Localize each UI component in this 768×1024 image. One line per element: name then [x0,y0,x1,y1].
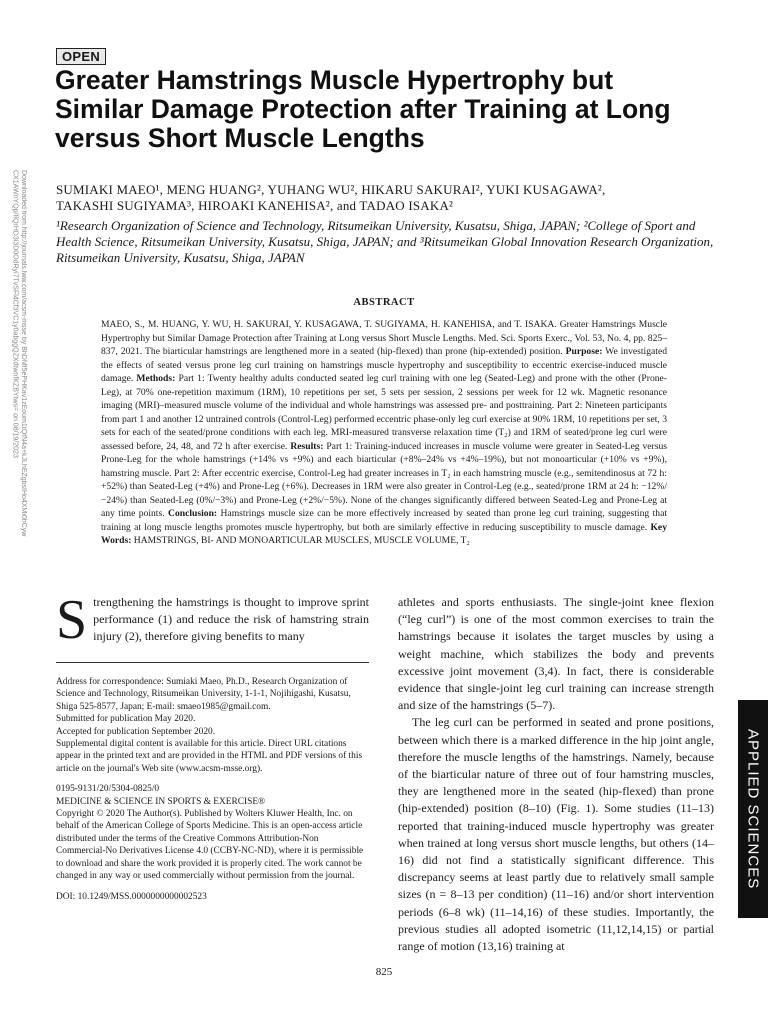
abstract-citation: MAEO, S., M. HUANG, Y. WU, H. SAKURAI, Y. KUSAGAWA, T. SUGIYAMA, H. KANEHISA, and T. ISAKA. Greater Hamstrings Muscle Hypertrophy but Similar Damage Protection after Training at Long versus Short Muscle Lengths. Med. Sci. Sports Exerc., Vol. 53, No. 4, pp. 825–837, 2021. The biarticular hamstrings are lengthened more in a seated (hip-flexed) than prone (hip-extended) position. [101,319,667,357]
purpose-label: Purpose: [565,346,603,357]
page-number: 825 [375,966,393,978]
intro-left-column [56,589,369,651]
author-list [56,182,716,214]
drop-cap: S [56,589,88,651]
author-line-1: SUMIAKI MAEO¹, MENG HUANG², YUHANG WU², HIKARU SAKURAI², YUKI KUSAGAWA², [56,182,606,197]
footnote-divider [56,662,369,663]
article-title: Greater Hamstrings Muscle Hypertrophy but Similar Damage Protection after Training at Long versus Short Muscle Lengths [55,65,671,153]
affiliations: ¹Research Organization of Science and Technology, Ritsumeikan University, Kusatsu, Shiga, JAPAN; ²College of Sport and Health Science, Ritsumeikan University, Kusatsu, Shiga, JAPAN; and ³Ritsumeikan Global Innovation Research Organization, Ritsumeikan University, Kusatsu, Shiga, JAPAN [56,218,714,265]
results-text: Part 1: Training-induced increases in muscle volume were greater in Seated-Leg versus Prone-Leg for the whole hamstrings (+14% vs +9%) and each biarticular (+8%–24% vs +4%–19%), but not monoarticular (+10% vs +9%), hamstring muscle. Part 2: After eccentric exercise, Control-Leg had greater increases in T₂ in each hamstring muscle (e.g., semitendinosus at 72 h: +52%) than Seated-Leg (+4%) and Prone-Leg (+6%). Decreases in 1RM were also greater in Control-Leg (e.g., seated/prone 1RM at 24 h: −12%/−24%) than Seated-Leg (0%/−3%) and Prone-Leg (+2%/−5%). None of the changes significantly differed between Seated-Leg and Prone-Leg at any time points. [101,440,668,519]
doi-text: DOI: 10.1249/MSS.0000000000002523 [56,891,207,902]
intro-right-column [398,594,714,955]
journal-name: MEDICINE & SCIENCE IN SPORTS & EXERCISE® [56,796,266,807]
submitted-date: Submitted for publication May 2020. [56,714,196,725]
purpose-text: We investigated the effects of seated versus prone leg curl training on hamstrings muscle hypertrophy and susceptibility to eccentric exercise-induced muscle damage. [101,346,667,384]
copyright-notice: Copyright © 2020 The Author(s). Published by Wolters Kluwer Health, Inc. on behalf of the American College of Sports Medicine. This is an open-access article distributed under the terms of the Creative Commons Attribution-Non Commercial-No Derivatives License 4.0 (CCBY-NC-ND), where it is permissible to download and share the work provided it is properly cited. The work cannot be changed in any way or used commercially without permission from the journal. [56,809,364,882]
abstract-heading: ABSTRACT [353,297,415,308]
conclusion-text: Hamstrings muscle size can be more effectively increased by seated than prone leg curl training, suggesting that training at long muscle lengths promotes muscle hypertrophy, but both are similarly effective in reducing susceptibility to muscle damage. [101,508,667,533]
correspondence-address: Address for correspondence: Sumiaki Maeo, Ph.D., Research Organization of Science and Technology, Ritsumeikan University, 1-1-1, Nojihigashi, Kusatsu, Shiga 525-8577, Japan; E-mail: smaeo1985@gmail.com. [56,677,351,712]
article-footnote [56,676,369,903]
conclusion-label: Conclusion: [168,508,218,519]
intro-paragraph-2: The leg curl can be performed in seated and prone positions, between which there is a marked difference in the hip joint angle, therefore the muscle lengths of the hamstrings. Namely, because of the biarticular nature of three out of four hamstring muscles, they are lengthened more in the seated (hip-flexed) than prone (hip-extended) position (8–10) (Fig. 1). Some studies (11–13) reported that training-induced muscle hypertrophy was greater when trained at long versus short muscle lengths, but others (14–16) did not find a statistically significant difference. This discrepancy seems at least partly due to relatively small sample sizes (n = 8–13 per condition) (11–16) and/or short intervention periods (6–8 wk) (11–14,16) of these studies. Importantly, the previous studies all adopted isometric (11,12,14,15) or partial range of motion (13,16) training at [398,715,714,954]
issn-code: 0195-9131/20/5304-0825/0 [56,784,160,795]
abstract-body [101,318,667,548]
section-tab [738,700,768,918]
keywords-text: HAMSTRINGS, BI- AND MONOARTICULAR MUSCLES, MUSCLE VOLUME, T₂ [133,535,470,546]
supplemental-note: Supplemental digital content is available for this article. Direct URL citations appear in the printed text and are provided in the HTML and PDF versions of this article on the journal's Web site (www.acsm-msse.org). [56,739,363,774]
open-access-badge: OPEN [56,48,106,65]
accepted-date: Accepted for publication September 2020. [56,726,216,737]
results-label: Results: [290,440,324,452]
section-tab-label: APPLIED SCIENCES [744,728,762,890]
methods-label: Methods: [136,373,176,384]
author-line-2: TAKASHI SUGIYAMA³, HIROAKI KANEHISA², and TADAO ISAKA² [56,198,454,213]
methods-text: Part 1: Twenty healthy adults conducted seated leg curl training with one leg (Seated-Leg) and prone with the other (Prone-Leg), at 70% one-repetition maximum (1RM), 10 repetitions per set, 5 sets per session, 2 sessions per week for 12 wk. Magnetic resonance imaging (MRI)–measured muscle volume of the individual and whole hamstrings was assessed pre- and posttraining. Part 2: Nineteen participants from part 1 and another 12 untrained controls (Control-Leg) performed eccentric phase-only leg curl exercise at 90% 1RM, 10 repetitions per set, 3 sets for each of the seated/prone conditions with each leg. MRI-measured transverse relaxation time (T₂) and 1RM of seated/prone leg curl were assessed before, 24, 48, and 72 h after exercise. [101,373,667,452]
intro-paragraph-1: athletes and sports enthusiasts. The single-joint knee flexion (“leg curl”) is one of the most common exercises to train the hamstrings because it isolates the target muscles by using a weight machine, which stabilizes the body and prevents excessive joint movement (3,4). In fact, there is considerable evidence that single-joint leg curl training can increase strength and size of the hamstrings (5–7). [398,595,714,713]
keywords-label: Key Words: [101,521,667,546]
intro-text-left: trengthening the hamstrings is thought to improve sprint performance (1) and reduce the risk of hamstring strain injury (2), therefore giving benefits to many [93,595,369,644]
download-notice: Downloaded from http://journals.lww.com/acsm-msse by BhDMf5ePHKav1zEoum1tQfN4a+kJLhEZgbsIHo4XMi0hCyw CX1AWnYQp/IlQrHD3i3D0OdRyi7TvSFl4Cf3VC1y0abggQZXdtwnfKZBYtws= on 08/19/2023 [11,170,27,537]
